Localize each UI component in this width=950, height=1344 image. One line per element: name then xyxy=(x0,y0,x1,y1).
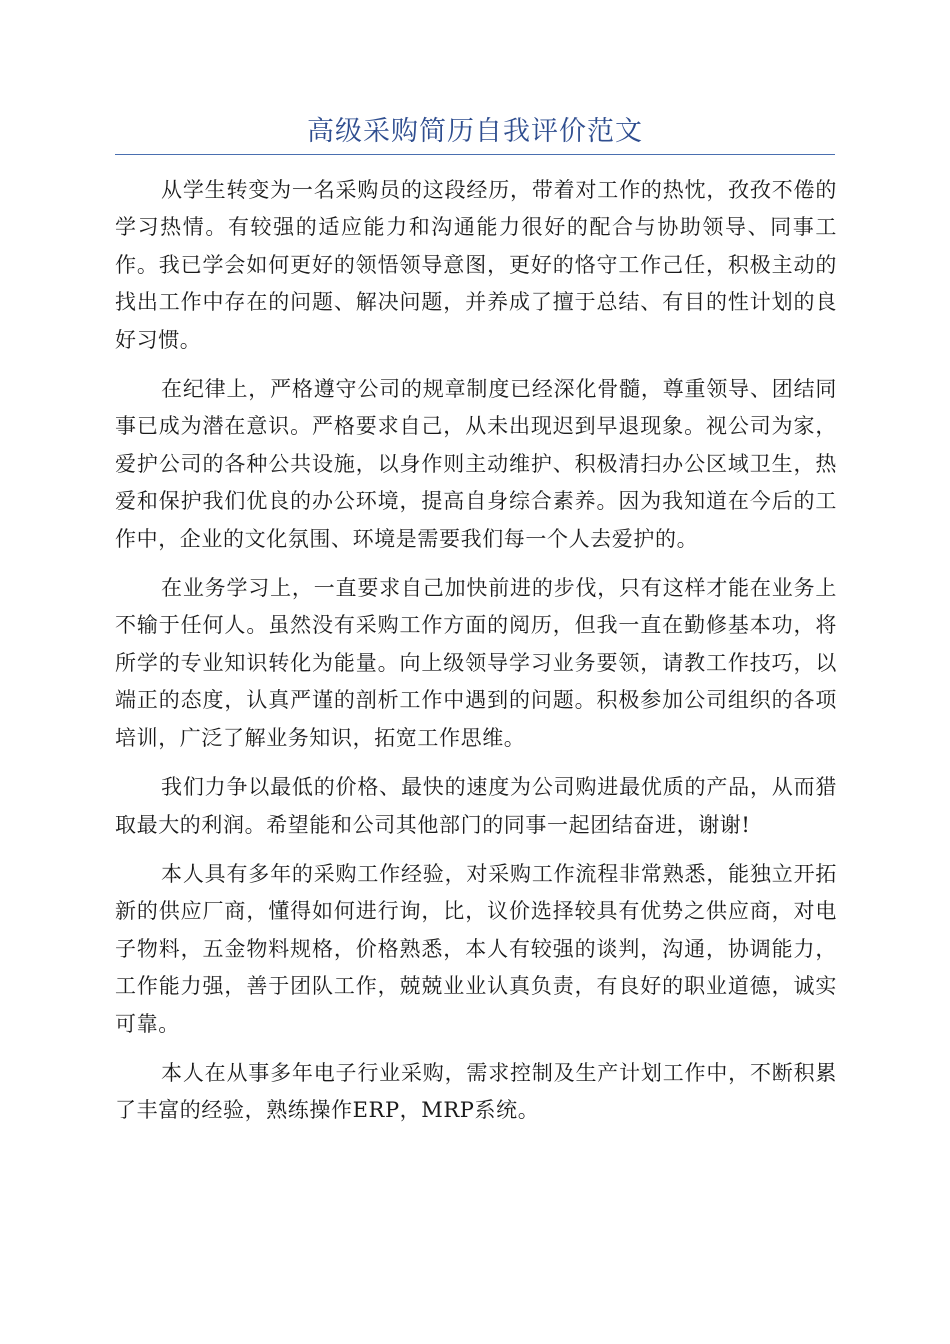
paragraph-3: 在业务学习上，一直要求自己加快前进的步伐，只有这样才能在业务上不输于任何人。虽然没有采购工作方面的阅历，但我一直在勤修基本功，将所学的专业知识转化为能量。向上级领导学习业务要领，请教工作技巧，以端正的态度，认真严谨的剖析工作中遇到的问题。积极参加公司组织的各项培训，广泛了解业务知识，拓宽工作思维。 xyxy=(115,576,837,750)
paragraph-2: 在纪律上，严格遵守公司的规章制度已经深化骨髓，尊重领导、团结同事已成为潜在意识。严格要求自己，从未出现迟到早退现象。视公司为家，爱护公司的各种公共设施，以身作则主动维护、积极清扫办公区域卫生，热爱和保护我们优良的办公环境，提高自身综合素养。因为我知道在今后的工作中，企业的文化氛围、环境是需要我们每一个人去爱护的。 xyxy=(115,377,837,551)
document-body xyxy=(115,172,837,1142)
paragraph-5: 本人具有多年的采购工作经验，对采购工作流程非常熟悉，能独立开拓新的供应厂商，懂得如何进行询，比，议价选择较具有优势之供应商，对电子物料，五金物料规格，价格熟悉，本人有较强的谈判，沟通，协调能力，工作能力强，善于团队工作，兢兢业业认真负责，有良好的职业道德，诚实可靠。 xyxy=(115,861,837,1036)
title-underline xyxy=(115,154,835,155)
paragraph-1: 从学生转变为一名采购员的这段经历，带着对工作的热忱，孜孜不倦的学习热情。有较强的适应能力和沟通能力很好的配合与协助领导、同事工作。我已学会如何更好的领悟领导意图，更好的恪守工作己任，积极主动的找出工作中存在的问题、解决问题，并养成了擅于总结、有目的性计划的良好习惯。 xyxy=(115,178,837,352)
document-title: 高级采购简历自我评价范文 xyxy=(307,116,643,147)
paragraph-4: 我们力争以最低的价格、最快的速度为公司购进最优质的产品，从而猎取最大的利润。希望能和公司其他部门的同事一起团结奋进，谢谢! xyxy=(115,775,837,837)
paragraph-6: 本人在从事多年电子行业采购，需求控制及生产计划工作中，不断积累了丰富的经验，熟练操作ERP，MRP系统。 xyxy=(115,1060,837,1123)
